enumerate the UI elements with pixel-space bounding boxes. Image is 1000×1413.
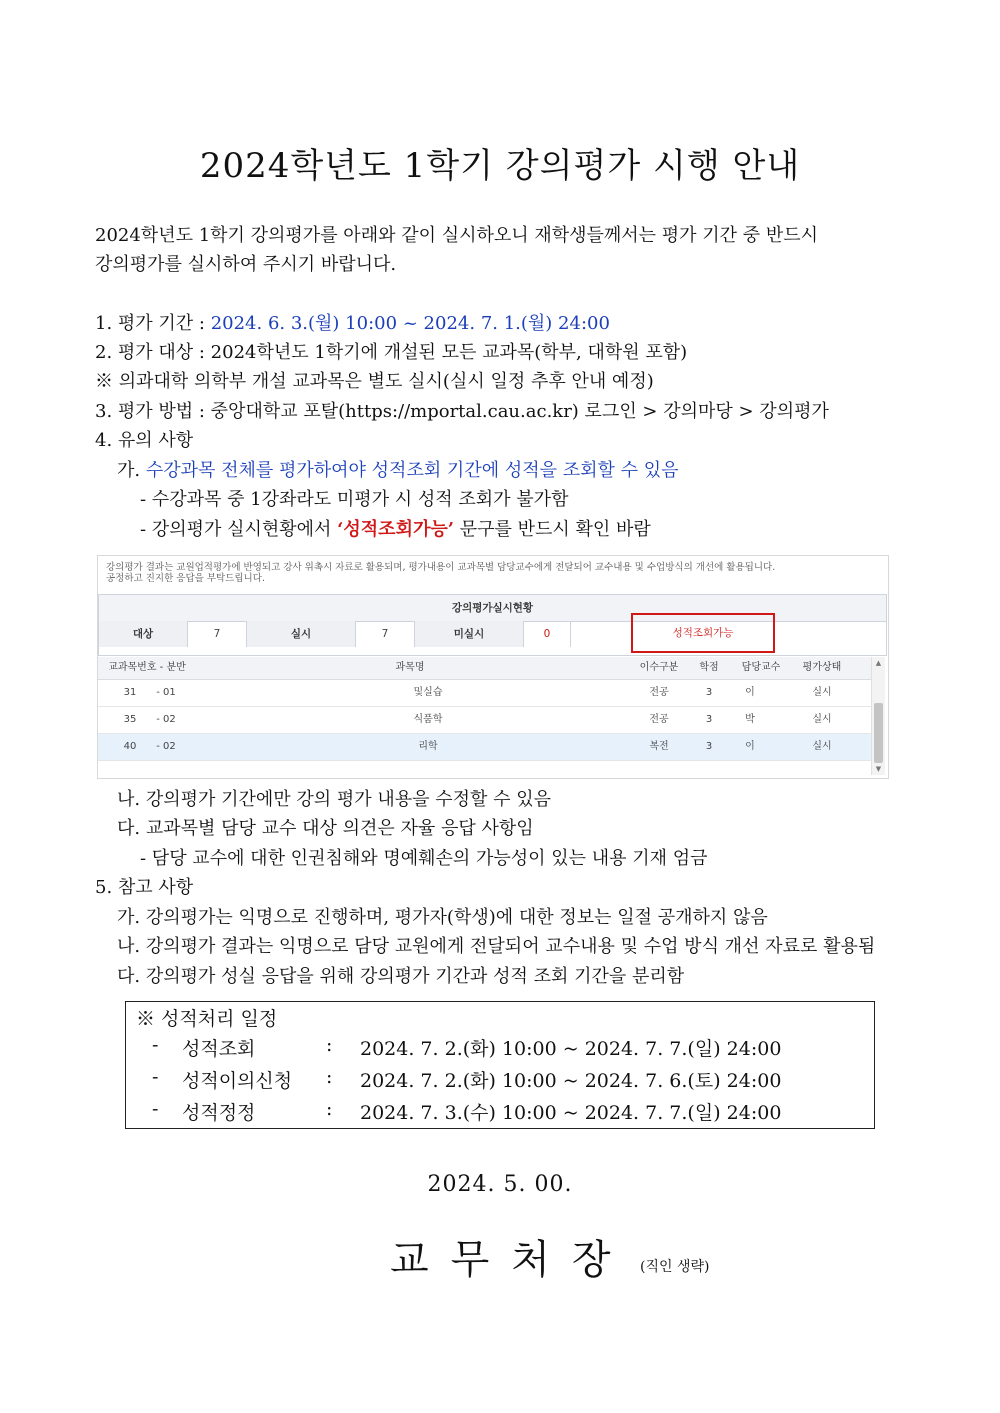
col-professor: 담당교수 <box>741 662 781 673</box>
row-course-no: 31 <box>123 687 137 698</box>
schedule-value: 2024. 7. 2.(화) 10:00 ~ 2024. 7. 6.(토) 24:00 <box>360 1070 782 1092</box>
row-professor: 이 <box>745 741 755 752</box>
course-table <box>98 657 873 775</box>
table-row[interactable] <box>98 707 873 734</box>
schedule-value: 2024. 7. 2.(화) 10:00 ~ 2024. 7. 7.(일) 24:00 <box>360 1038 782 1060</box>
screenshot-notice: 강의평가 결과는 교원업적평가에 반영되고 강사 위촉시 자료로 활용되며, 평가내용이 교과목별 담당교수에게 전달되어 교수내용 및 수업방식의 개선에 활용됩니다. 공정하고 진지한 응답을 부탁드립니다. <box>106 562 776 584</box>
row-credit: 3 <box>705 687 713 698</box>
row-type: 복전 <box>649 741 669 752</box>
done-label: 실시 <box>247 621 356 647</box>
row-section: - 02 <box>156 741 176 752</box>
schedule-label: 성적조회 <box>182 1038 256 1060</box>
caution-ga <box>117 459 678 483</box>
col-status: 평가상태 <box>802 662 842 673</box>
row-type: 전공 <box>649 687 669 698</box>
schedule-colon: : <box>326 1034 333 1056</box>
row-course-no: 40 <box>123 741 137 752</box>
intro-line-2: 강의평가를 실시하여 주시기 바랍니다. <box>95 254 397 275</box>
caution-ga-sub2-c: 문구를 반드시 확인 바람 <box>454 519 651 540</box>
col-course-no: 교과목번호 - 분반 <box>108 662 186 673</box>
target-count: 7 <box>188 621 247 647</box>
evaluation-status-screenshot <box>97 555 889 779</box>
schedule-colon: : <box>326 1066 333 1088</box>
schedule-label: 성적정정 <box>182 1102 256 1124</box>
row-section: - 01 <box>156 687 176 698</box>
caution-ga-sub2 <box>140 518 651 542</box>
caution-na: 나. 강의평가 기간에만 강의 평가 내용을 수정할 수 있음 <box>117 789 552 810</box>
period-value: 2024. 6. 3.(월) 10:00 ~ 2024. 7. 1.(월) 24:00 <box>210 313 610 334</box>
target-note: ※ 의과대학 의학부 개설 교과목은 별도 실시(실시 일정 추후 안내 예정) <box>95 371 654 392</box>
signature-note: (직인 생략) <box>640 1259 710 1275</box>
row-course-name: 및실습 <box>413 687 443 698</box>
row-type: 전공 <box>649 714 669 725</box>
caution-da: 다. 교과목별 담당 교수 대상 의견은 자율 응답 사항임 <box>117 818 534 839</box>
status-panel <box>98 594 887 656</box>
notdone-count: 0 <box>524 621 571 647</box>
row-status: 실시 <box>812 687 832 698</box>
period-item <box>95 312 610 336</box>
caution-da-sub: - 담당 교수에 대한 인권침해와 명예훼손의 가능성이 있는 내용 기재 엄금 <box>140 848 708 869</box>
status-title: 강의평가실시현황 <box>99 595 886 622</box>
row-status: 실시 <box>812 741 832 752</box>
table-scrollbar[interactable] <box>871 657 885 775</box>
col-credit: 학점 <box>699 662 719 673</box>
grade-schedule-box <box>125 1001 875 1129</box>
caution-ga-sub2-a: - 강의평가 실시현황에서 <box>140 519 338 540</box>
row-course-no: 35 <box>123 714 137 725</box>
grade-available-phrase: ‘성적조회가능’ <box>337 519 455 540</box>
table-header <box>98 657 873 680</box>
col-course-name: 과목명 <box>395 662 425 673</box>
caution-title: 4. 유의 사항 <box>95 430 194 451</box>
caution-ga-text: 수강과목 전체를 평가하여야 성적조회 기간에 성적을 조회할 수 있음 <box>145 460 679 481</box>
issue-date: 2024. 5. 00. <box>427 1172 573 1197</box>
row-professor: 박 <box>745 714 755 725</box>
reference-na: 나. 강의평가 결과는 익명으로 담당 교원에게 전달되어 교수내용 및 수업 방식 개선 자료로 활용됨 <box>117 936 876 957</box>
signature: 교무처장 <box>390 1237 633 1283</box>
row-course-name: 식품학 <box>413 714 443 725</box>
scroll-up-icon[interactable]: ▲ <box>875 659 882 667</box>
reference-ga: 가. 강의평가는 익명으로 진행하며, 평가자(학생)에 대한 정보는 일절 공개하지 않음 <box>117 907 768 928</box>
reference-da: 다. 강의평가 성실 응답을 위해 강의평가 기간과 성적 조회 기간을 분리함 <box>117 966 685 987</box>
schedule-dash: - <box>152 1098 159 1120</box>
schedule-label: 성적이의신청 <box>182 1070 293 1092</box>
table-row[interactable] <box>98 680 873 707</box>
target-item: 2. 평가 대상 : 2024학년도 1학기에 개설된 모든 교과목(학부, 대학원 포함) <box>95 342 688 363</box>
caution-ga-sub1: - 수강과목 중 1강좌라도 미평가 시 성적 조회가 불가함 <box>140 489 569 510</box>
grade-available-box: 성적조회가능 <box>631 613 775 653</box>
period-label: 1. 평가 기간 : <box>95 313 211 334</box>
table-row[interactable] <box>98 734 873 761</box>
schedule-value: 2024. 7. 3.(수) 10:00 ~ 2024. 7. 7.(일) 24:00 <box>360 1102 782 1124</box>
row-status: 실시 <box>812 714 832 725</box>
method-item: 3. 평가 방법 : 중앙대학교 포탈(https://mportal.cau.ac.kr) 로그인 > 강의마당 > 강의평가 <box>95 401 829 422</box>
row-section: - 02 <box>156 714 176 725</box>
row-course-name: 리학 <box>418 741 438 752</box>
target-label: 대상 <box>99 621 188 647</box>
page-title: 2024학년도 1학기 강의평가 시행 안내 <box>199 146 801 186</box>
col-type: 이수구분 <box>639 662 679 673</box>
row-credit: 3 <box>705 714 713 725</box>
row-credit: 3 <box>705 741 713 752</box>
scroll-down-icon[interactable]: ▼ <box>875 765 882 773</box>
schedule-dash: - <box>152 1034 159 1056</box>
intro-line-1: 2024학년도 1학기 강의평가를 아래와 같이 실시하오니 재학생들께서는 평가 기간 중 반드시 <box>95 225 819 246</box>
schedule-title: ※ 성적처리 일정 <box>136 1008 278 1030</box>
row-professor: 이 <box>745 687 755 698</box>
schedule-dash: - <box>152 1066 159 1088</box>
caution-ga-prefix: 가. <box>117 460 146 481</box>
notdone-label: 미실시 <box>415 621 524 647</box>
schedule-colon: : <box>326 1098 333 1120</box>
reference-title: 5. 참고 사항 <box>95 877 194 898</box>
done-count: 7 <box>356 621 415 647</box>
scroll-thumb[interactable] <box>874 703 883 763</box>
